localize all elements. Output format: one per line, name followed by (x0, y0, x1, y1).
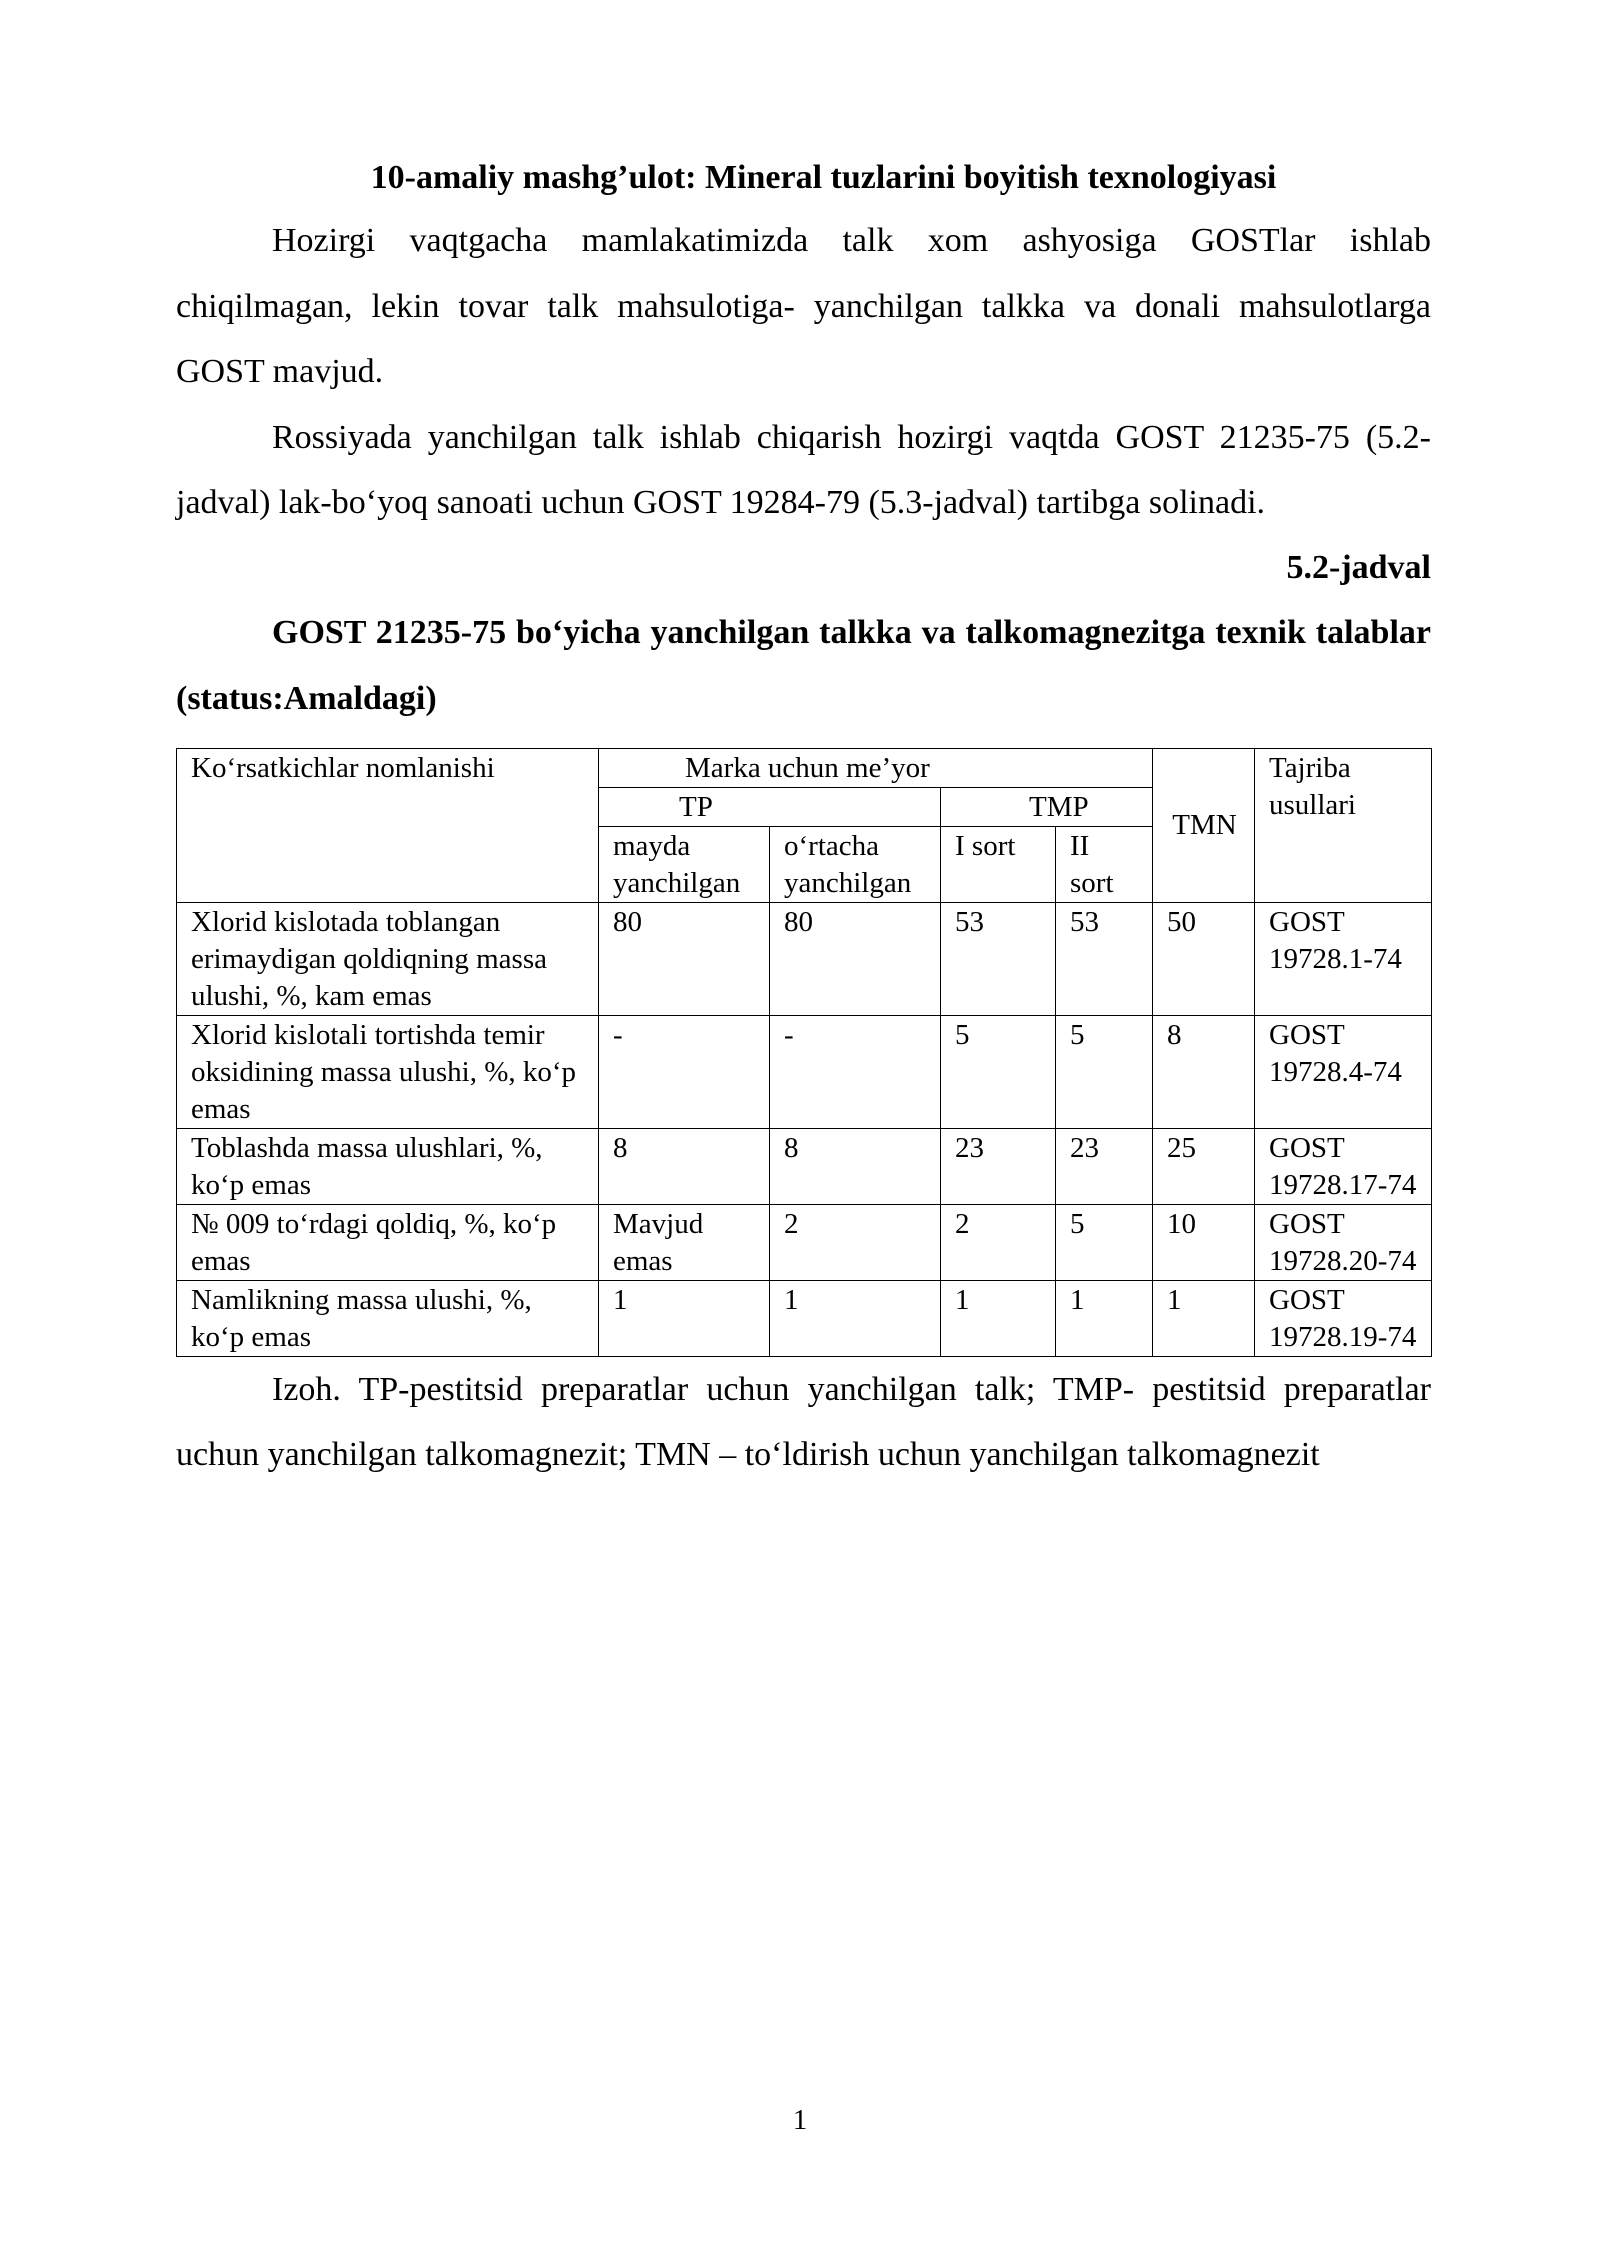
row-tmn: 10 (1153, 1204, 1255, 1280)
table-row (177, 1015, 1432, 1128)
row-tmp-sort1: 23 (941, 1128, 1056, 1204)
row-tp-medium: 80 (770, 902, 941, 1015)
requirements-table (176, 748, 1432, 1357)
table-caption: GOST 21235-75 bo‘yicha yanchilgan talkka va talkomagnezitga texnik talablar (status:Amaldagi) (176, 613, 1431, 717)
table-row (177, 1128, 1432, 1204)
row-tmn: 50 (1153, 902, 1255, 1015)
row-tp-medium: 1 (770, 1280, 941, 1356)
table-header-row-1 (177, 748, 1432, 787)
header-tp: TP (599, 787, 941, 826)
table-row (177, 1280, 1432, 1356)
row-tmp-sort1: 5 (941, 1015, 1056, 1128)
table-label: 5.2-jadval (1286, 548, 1431, 586)
paragraph-gost-regulation: Rossiyada yanchilgan talk ishlab chiqarish hozirgi vaqtda GOST 21235-75 (5.2-jadval) lak-bo‘yoq sanoati uchun GOST 19284-79 (5.3-jadval) tartibga solinadi. (176, 418, 1431, 521)
row-method: GOST 19728.4-74 (1255, 1015, 1432, 1128)
row-indicator: Toblashda massa ulushlari, %, ko‘p emas (177, 1128, 599, 1204)
row-tp-fine: 8 (599, 1128, 770, 1204)
row-tp-fine: - (599, 1015, 770, 1128)
document-page (176, 148, 1431, 1488)
paragraph-intro: Hozirgi vaqtgacha mamlakatimizda talk xom ashyosiga GOSTlar ishlab chiqilmagan, lekin tovar talk mahsulotiga- yanchilgan talkka va donali mahsulotlarga GOST mavjud. (176, 222, 1431, 390)
row-tp-medium: 8 (770, 1128, 941, 1204)
row-tmp-sort1: 1 (941, 1280, 1056, 1356)
row-indicator: Xlorid kislotali tortishda temir oksidining massa ulushi, %, ko‘p emas (177, 1015, 599, 1128)
row-tmp-sort2: 5 (1056, 1204, 1153, 1280)
header-tmp-sort2: II sort (1056, 826, 1153, 902)
row-indicator: № 009 to‘rdagi qoldiq, %, ko‘p emas (177, 1204, 599, 1280)
row-tp-medium: 2 (770, 1204, 941, 1280)
row-indicator: Namlikning massa ulushi, %, ko‘p emas (177, 1280, 599, 1356)
header-tmp: TMP (941, 787, 1153, 826)
document-title: 10-amaliy mashg’ulot: Mineral tuzlarini boyitish texnologiyasi (370, 159, 1277, 196)
header-marka: Marka uchun me’yor (599, 748, 1153, 787)
row-tmp-sort2: 23 (1056, 1128, 1153, 1204)
row-tmp-sort1: 53 (941, 902, 1056, 1015)
row-tmn: 25 (1153, 1128, 1255, 1204)
table-note: Izoh. TP-pestitsid preparatlar uchun yanchilgan talk; TMP- pestitsid preparatlar uchun yanchilgan talkomagnezit; TMN – to‘ldirish uchun yanchilgan talkomagnezit (176, 1370, 1431, 1473)
header-tmn: TMN (1153, 748, 1255, 902)
header-tp-fine: mayda yanchilgan (599, 826, 770, 902)
row-method: GOST 19728.19-74 (1255, 1280, 1432, 1356)
row-tmn: 8 (1153, 1015, 1255, 1128)
page-number: 1 (792, 2104, 808, 2136)
row-tp-fine: 80 (599, 902, 770, 1015)
row-tp-medium: - (770, 1015, 941, 1128)
table-row (177, 1204, 1432, 1280)
header-method: Tajriba usullari (1255, 748, 1432, 902)
row-tp-fine: 1 (599, 1280, 770, 1356)
header-tp-medium: o‘rtacha yanchilgan (770, 826, 941, 902)
row-tmp-sort2: 53 (1056, 902, 1153, 1015)
row-tmn: 1 (1153, 1280, 1255, 1356)
table-row (177, 902, 1432, 1015)
row-tmp-sort2: 5 (1056, 1015, 1153, 1128)
row-tp-fine: Mavjud emas (599, 1204, 770, 1280)
header-tmp-sort1: I sort (941, 826, 1056, 902)
row-indicator: Xlorid kislotada toblangan erimaydigan qoldiqning massa ulushi, %, kam emas (177, 902, 599, 1015)
row-tmp-sort1: 2 (941, 1204, 1056, 1280)
row-tmp-sort2: 1 (1056, 1280, 1153, 1356)
row-method: GOST 19728.20-74 (1255, 1204, 1432, 1280)
header-indicator: Ko‘rsatkichlar nomlanishi (177, 748, 599, 902)
row-method: GOST 19728.1-74 (1255, 902, 1432, 1015)
row-method: GOST 19728.17-74 (1255, 1128, 1432, 1204)
